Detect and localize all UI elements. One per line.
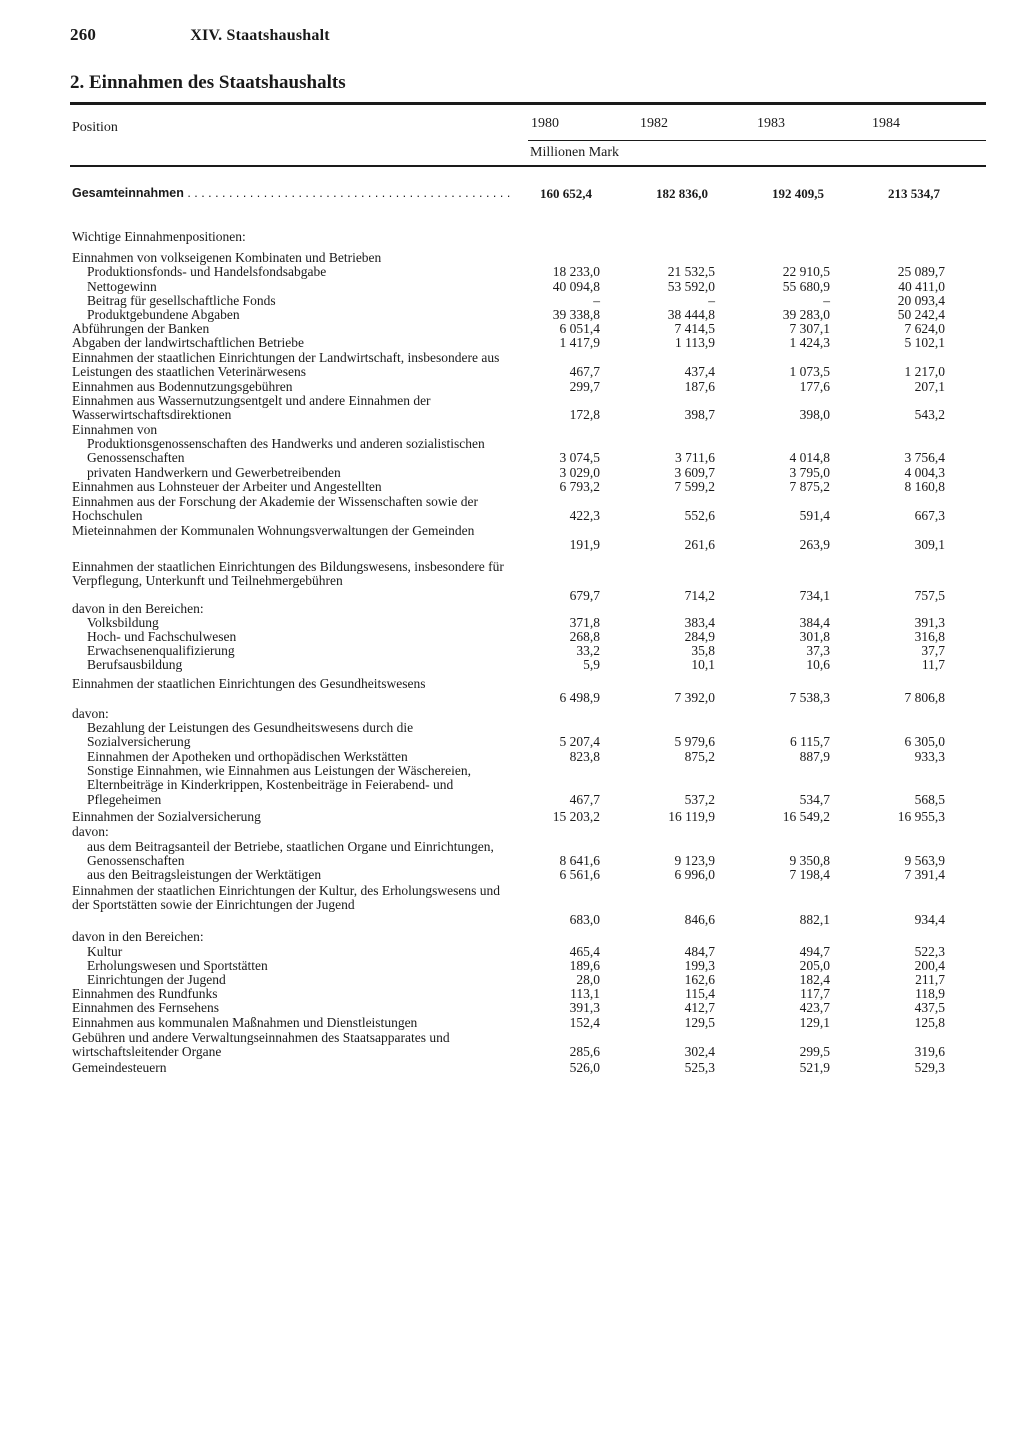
row-label: davon: [72,707,109,721]
row-value-1983: 182,4 [799,972,830,987]
row-value-1982: 6 996,0 [674,867,715,882]
row-label: Einnahmen aus kommunalen Maßnahmen und Dienstleistungen [72,1016,418,1030]
row-label: davon in den Bereichen: [72,930,204,944]
row-label: Produktionsgenossenschaften des Handwerks und anderen sozialistischen Genossenschaften [87,437,485,466]
row-value-1982: 115,4 [685,986,715,1001]
row-value-1980: 467,7 [569,791,600,807]
row-value-1980: 371,8 [569,615,600,630]
row-value-1984: 7 806,8 [904,690,945,706]
row-value-1983: 887,9 [799,749,830,764]
row-label: Einnahmen der Sozialversicherung [72,810,261,824]
row-value-1984: 7 624,0 [904,321,945,336]
row-value-1980: 422,3 [569,508,600,524]
row-value-1984: 3 756,4 [904,450,945,466]
row-value-1982: 7 392,0 [674,690,715,706]
row-value-1983: 7 875,2 [789,479,830,494]
subheading: Wichtige Einnahmenpositionen: [72,229,246,244]
row-value-1983: 55 680,9 [782,279,830,294]
row-value-1984: 200,4 [914,958,945,973]
row-label: Einnahmen aus der Forschung der Akademie der Wissenschaften sowie der Hochschulen [72,495,478,524]
row-value-1983: 22 910,5 [782,264,830,279]
row-label: Berufsausbildung [87,658,183,672]
row-value-1984: 50 242,4 [897,307,945,322]
row-value-1980: 526,0 [569,1060,600,1075]
row-value-1984: 207,1 [914,379,945,394]
total-value-1984: 213 534,7 [888,186,940,201]
row-value-1983: 6 115,7 [790,734,830,750]
row-value-1982: 3 609,7 [674,465,715,480]
row-value-1982: 7 414,5 [674,321,715,336]
row-value-1980: – [593,293,600,308]
row-value-1984: 529,3 [914,1060,945,1075]
row-value-1982: 129,5 [684,1015,715,1030]
row-value-1982: 187,6 [684,379,715,394]
row-value-1980: 391,3 [569,1000,600,1015]
row-value-1980: 3 029,0 [559,465,600,480]
row-value-1984: 391,3 [914,615,945,630]
row-value-1983: 521,9 [799,1060,830,1075]
row-value-1984: 933,3 [914,749,945,764]
row-label: Abgaben der landwirtschaftlichen Betriebe [72,336,305,350]
row-value-1983: 7 307,1 [789,321,830,336]
row-value-1982: 398,7 [684,407,715,423]
row-value-1982: 199,3 [684,958,715,973]
row-value-1984: 667,3 [914,508,945,524]
row-value-1984: 37,7 [921,643,945,658]
row-value-1984: 8 160,8 [904,479,945,494]
row-value-1983: 494,7 [799,944,830,959]
row-label: Gebühren und andere Verwaltungseinnahmen des Staatsapparates und wirtschaftsleitender Organe [72,1031,450,1060]
row-label: Einrichtungen der Jugend [87,973,226,987]
total-value-1983: 192 409,5 [772,186,824,201]
row-value-1982: 9 123,9 [674,853,715,869]
row-label: aus dem Beitragsanteil der Betriebe, staatlichen Organe und Einrichtungen, Genossenschaften [87,840,494,869]
row-value-1980: 285,6 [569,1044,600,1060]
row-label: Einnahmen des Fernsehens [72,1001,219,1015]
row-value-1984: 1 217,0 [904,364,945,380]
row-value-1983: 591,4 [799,508,830,524]
row-value-1980: 189,6 [569,958,600,973]
row-value-1980: 33,2 [576,643,600,658]
row-value-1984: 5 102,1 [904,335,945,350]
row-value-1983: – [823,293,830,308]
row-value-1980: 6 051,4 [559,321,600,336]
row-value-1982: 1 113,9 [675,335,715,350]
row-value-1980: 5,9 [583,657,600,672]
row-value-1980: 18 233,0 [552,264,600,279]
row-value-1984: 543,2 [914,407,945,423]
row-value-1983: 882,1 [799,911,830,927]
row-value-1980: 28,0 [576,972,600,987]
row-value-1983: 129,1 [799,1015,830,1030]
row-value-1982: 162,6 [684,972,715,987]
row-value-1984: 316,8 [914,629,945,644]
row-label: Beitrag für gesellschaftliche Fonds [87,294,276,308]
row-value-1983: 9 350,8 [789,853,830,869]
row-value-1980: 172,8 [569,407,600,423]
row-value-1984: 16 955,3 [897,809,945,824]
row-value-1983: 263,9 [799,537,830,553]
row-label: Produktionsfonds- und Handelsfondsabgabe [87,265,327,279]
chapter-title: XIV. Staatshaushalt [190,27,330,44]
row-value-1982: 484,7 [684,944,715,959]
row-label: privaten Handwerkern und Gewerbetreibenden [87,466,341,480]
row-value-1980: 5 207,4 [559,734,600,750]
row-value-1983: 16 549,2 [782,809,830,824]
row-label: Einnahmen der staatlichen Einrichtungen der Landwirtschaft, insbesondere aus Leistungen des staatlichen Veterinärwesens [72,351,500,380]
row-value-1983: 1 424,3 [789,335,830,350]
row-value-1982: 7 599,2 [674,479,715,494]
row-value-1984: 20 093,4 [897,293,945,308]
row-value-1980: 6 498,9 [559,690,600,706]
row-label: Einnahmen von volkseigenen Kombinaten und Betrieben [72,251,382,265]
year-header-1982: 1982 [640,116,668,131]
row-value-1982: 5 979,6 [674,734,715,750]
row-value-1984: 319,6 [914,1044,945,1060]
row-label: Kultur [87,945,123,959]
row-label: Einnahmen der Apotheken und orthopädischen Werkstätten [87,750,408,764]
row-label: Einnahmen der staatlichen Einrichtungen der Kultur, des Erholungswesens und der Sportstätten sowie der Einrichtungen der Jugend [72,884,500,913]
row-value-1984: 211,7 [915,972,945,987]
row-value-1982: 437,4 [684,364,715,380]
row-value-1983: 299,5 [799,1044,830,1060]
row-value-1982: 714,2 [684,587,715,603]
row-label: Einnahmen des Rundfunks [72,987,218,1001]
row-value-1982: 383,4 [684,615,715,630]
row-value-1980: 191,9 [569,537,600,553]
row-value-1980: 683,0 [569,911,600,927]
row-value-1983: 534,7 [799,791,830,807]
row-value-1980: 1 417,9 [559,335,600,350]
row-value-1983: 384,4 [799,615,830,630]
total-label: Gesamteinnahmen . . . [72,186,512,200]
row-value-1982: – [708,293,715,308]
position-header: Position [72,120,118,135]
row-label: Produktgebundene Abgaben [87,308,240,322]
row-label: Volksbildung [87,616,159,630]
row-value-1984: 309,1 [914,537,945,553]
year-header-1980: 1980 [531,116,559,131]
row-value-1982: 537,2 [684,791,715,807]
row-value-1983: 1 073,5 [789,364,830,380]
row-value-1982: 3 711,6 [675,450,715,466]
section-title: 2. Einnahmen des Staatshaushalts [70,72,346,93]
row-label: Gemeindesteuern [72,1061,167,1075]
row-value-1984: 568,5 [914,791,945,807]
row-value-1983: 3 795,0 [789,465,830,480]
row-value-1980: 15 203,2 [552,809,600,824]
row-value-1980: 39 338,8 [552,307,600,322]
row-value-1983: 734,1 [799,587,830,603]
row-value-1982: 35,8 [691,643,715,658]
row-value-1982: 10,1 [691,657,715,672]
row-value-1984: 118,9 [915,986,945,1001]
row-value-1982: 846,6 [684,911,715,927]
row-value-1984: 6 305,0 [904,734,945,750]
row-value-1983: 10,6 [806,657,830,672]
row-value-1983: 117,7 [800,986,830,1001]
row-value-1982: 525,3 [684,1060,715,1075]
row-value-1984: 11,7 [921,657,945,672]
row-value-1980: 467,7 [569,364,600,380]
row-value-1980: 268,8 [569,629,600,644]
row-value-1980: 679,7 [569,587,600,603]
row-label: Einnahmen der staatlichen Einrichtungen des Bildungswesens, insbesondere für Verpflegung, Unterkunft und Teilnehmergebühren [72,560,504,589]
row-label: davon in den Bereichen: [72,602,204,616]
row-value-1982: 302,4 [684,1044,715,1060]
row-value-1984: 4 004,3 [904,465,945,480]
row-label: Sonstige Einnahmen, wie Einnahmen aus Leistungen der Wäschereien, Elternbeiträge in Kinderkrippen, Kostenbeiträge in Feierabend- und Pflegeheimen [87,764,472,807]
row-value-1980: 113,1 [570,986,600,1001]
total-value-1980: 160 652,4 [540,186,592,201]
row-label: Mieteinnahmen der Kommunalen Wohnungsverwaltungen der Gemeinden [72,524,475,538]
row-value-1982: 875,2 [684,749,715,764]
row-value-1980: 40 094,8 [552,279,600,294]
row-value-1982: 284,9 [684,629,715,644]
row-label: aus den Beitragsleistungen der Werktätigen [87,868,322,882]
row-value-1982: 38 444,8 [667,307,715,322]
row-value-1980: 823,8 [569,749,600,764]
row-value-1983: 7 538,3 [789,690,830,706]
row-value-1980: 299,7 [569,379,600,394]
row-label: Abführungen der Banken [72,322,210,336]
row-value-1983: 205,0 [799,958,830,973]
row-label: davon: [72,825,109,839]
row-value-1980: 152,4 [569,1015,600,1030]
row-value-1982: 16 119,9 [668,809,715,824]
row-value-1982: 412,7 [684,1000,715,1015]
row-label: Erwachsenenqualifizierung [87,644,235,658]
row-label: Bezahlung der Leistungen des Gesundheitswesens durch die Sozialversicherung [87,721,414,750]
row-value-1984: 522,3 [914,944,945,959]
unit-label: Millionen Mark [530,145,620,160]
row-value-1982: 552,6 [684,508,715,524]
row-label: Einnahmen aus Bodennutzungsgebühren [72,380,293,394]
row-value-1983: 37,3 [806,643,830,658]
total-value-1982: 182 836,0 [656,186,708,201]
row-value-1983: 398,0 [799,407,830,423]
row-label: Hoch- und Fachschulwesen [87,630,237,644]
row-value-1980: 8 641,6 [559,853,600,869]
row-value-1984: 40 411,0 [898,279,945,294]
row-value-1980: 6 793,2 [559,479,600,494]
row-value-1984: 934,4 [914,911,945,927]
row-value-1980: 465,4 [569,944,600,959]
row-value-1984: 9 563,9 [904,853,945,869]
row-value-1984: 125,8 [914,1015,945,1030]
row-value-1984: 25 089,7 [897,264,945,279]
year-header-1983: 1983 [757,116,785,131]
row-label: Einnahmen der staatlichen Einrichtungen des Gesundheitswesens [72,677,426,691]
row-value-1983: 7 198,4 [789,867,830,882]
row-label: Einnahmen aus Wassernutzungsentgelt und andere Einnahmen der Wasserwirtschaftsdirektionen [72,394,431,423]
row-value-1982: 53 592,0 [667,279,715,294]
row-value-1984: 437,5 [914,1000,945,1015]
page-number: 260 [70,25,97,44]
row-value-1982: 21 532,5 [667,264,715,279]
row-value-1983: 39 283,0 [782,307,830,322]
row-value-1980: 6 561,6 [559,867,600,882]
row-value-1984: 7 391,4 [904,867,945,882]
row-value-1983: 423,7 [799,1000,830,1015]
row-value-1983: 4 014,8 [789,450,830,466]
row-label: Erholungswesen und Sportstätten [87,959,268,973]
row-label: Nettogewinn [87,280,157,294]
row-value-1982: 261,6 [684,537,715,553]
row-value-1983: 177,6 [799,379,830,394]
row-value-1980: 3 074,5 [559,450,600,466]
row-value-1984: 757,5 [914,587,945,603]
year-header-1984: 1984 [872,116,900,131]
row-label: Einnahmen von [72,423,158,437]
row-label: Einnahmen aus Lohnsteuer der Arbeiter und Angestellten [72,480,382,494]
row-value-1983: 301,8 [799,629,830,644]
